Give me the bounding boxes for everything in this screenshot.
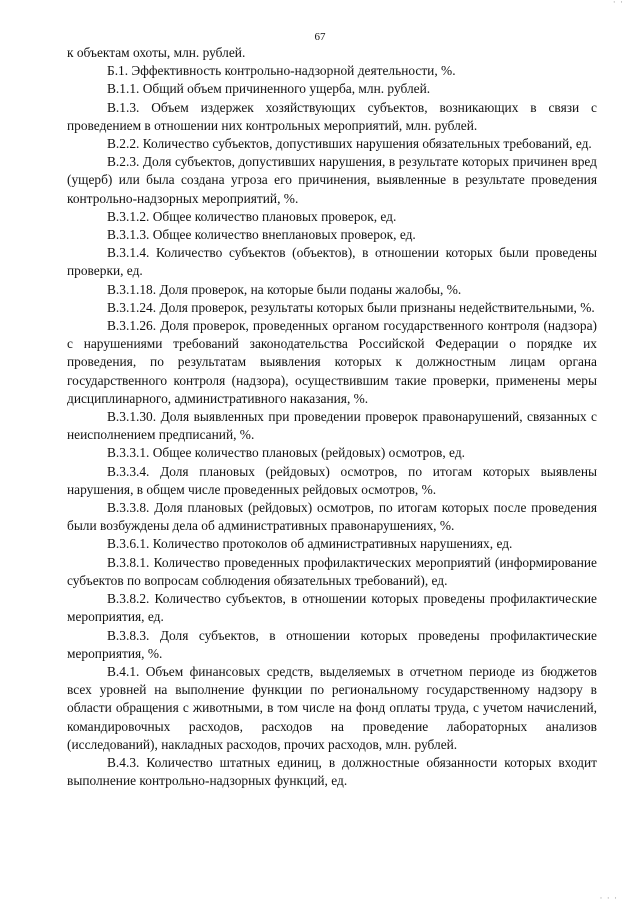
scan-mark-top: · · <box>612 0 624 7</box>
paragraph-v4-1: В.4.1. Объем финансовых средств, выделяемых в отчетном периоде из бюджетов всех уровней на выполнение функции по региональному государственному надзору в области обращения с животными, в том числе на фонд оплаты труда, с учетом начислений, командировочных расходов, расходов на проведение лабораторных анализов (исследований), накладных расходов, прочих расходов, млн. рублей. <box>67 663 597 752</box>
paragraph-v3-3-1: В.3.3.1. Общее количество плановых (рейдовых) осмотров, ед. <box>107 445 465 461</box>
paragraph-v3-8-2: В.3.8.2. Количество субъектов, в отношении которых проведены профилактические мероприятия, ед. <box>67 591 597 625</box>
paragraph-v3-3-4: В.3.3.4. Доля плановых (рейдовых) осмотров, по итогам которых выявлены нарушения, в общем числе проведенных рейдовых осмотров, %. <box>67 463 597 497</box>
paragraph-v3-1-2: В.3.1.2. Общее количество плановых проверок, ед. <box>107 208 397 224</box>
paragraph-v3-1-26: В.3.1.26. Доля проверок, проведенных органом государственного контроля (надзора) с нарушениями требований законодательства Российской Федерации о порядке их проведения, по результатам выявления которых к должностным лицам органа государственного контроля (надзора), осуществившим такие проверки, применены меры дисциплинарного, административного наказания, %. <box>67 318 597 406</box>
paragraph-v3-8-1: В.3.8.1. Количество проведенных профилактических мероприятий (информирование субъектов по вопросам соблюдения обязательных требований), ед. <box>67 554 597 588</box>
paragraph-v3-1-4: В.3.1.4. Количество субъектов (объектов), в отношении которых были проведены проверки, ед. <box>67 245 597 279</box>
paragraph-b1: Б.1. Эффективность контрольно-надзорной деятельности, %. <box>107 63 456 79</box>
paragraph-v3-1-24: В.3.1.24. Доля проверок, результаты которых были признаны недействительными, %. <box>107 299 595 315</box>
page-number: 67 <box>314 31 326 43</box>
paragraph-v3-1-3: В.3.1.3. Общее количество внеплановых проверок, ед. <box>107 227 416 243</box>
paragraph-v1-3: В.1.3. Объем издержек хозяйствующих субъектов, возникающих в связи с проведением в отношении них контрольных мероприятий, млн. рублей. <box>67 99 597 133</box>
paragraph-v3-8-3: В.3.8.3. Доля субъектов, в отношении которых проведены профилактические мероприятия, %. <box>67 627 597 661</box>
scan-mark-bottom: · · · <box>599 893 618 903</box>
paragraph-v2-2: В.2.2. Количество субъектов, допустивших нарушения обязательных требований, ед. <box>107 136 592 152</box>
paragraph-v4-3: В.4.3. Количество штатных единиц, в должностные обязанности которых входит выполнение контрольно-надзорных функций, ед. <box>67 754 597 789</box>
paragraph-continuation: к объектам охоты, млн. рублей. <box>67 45 246 60</box>
paragraph-v3-3-8: В.3.3.8. Доля плановых (рейдовых) осмотров, по итогам которых после проведения были возбуждены дела об административных правонарушениях, %. <box>67 500 597 534</box>
paragraph-v3-6-1: В.3.6.1. Количество протоколов об административных нарушениях, ед. <box>107 536 513 552</box>
paragraph-v3-1-30: В.3.1.30. Доля выявленных при проведении проверок правонарушений, связанных с неисполнением предписаний, %. <box>67 409 597 443</box>
paragraph-v2-3: В.2.3. Доля субъектов, допустивших нарушения, в результате которых причинен вред (ущерб) или была создана угроза его причинения, выявленные в результате проведения контрольно-надзорных мероприятий, %. <box>67 154 597 206</box>
document-body <box>67 44 597 790</box>
paragraph-v1-1: В.1.1. Общий объем причиненного ущерба, млн. рублей. <box>107 81 431 97</box>
paragraph-v3-1-18: В.3.1.18. Доля проверок, на которые были поданы жалобы, %. <box>107 281 462 297</box>
